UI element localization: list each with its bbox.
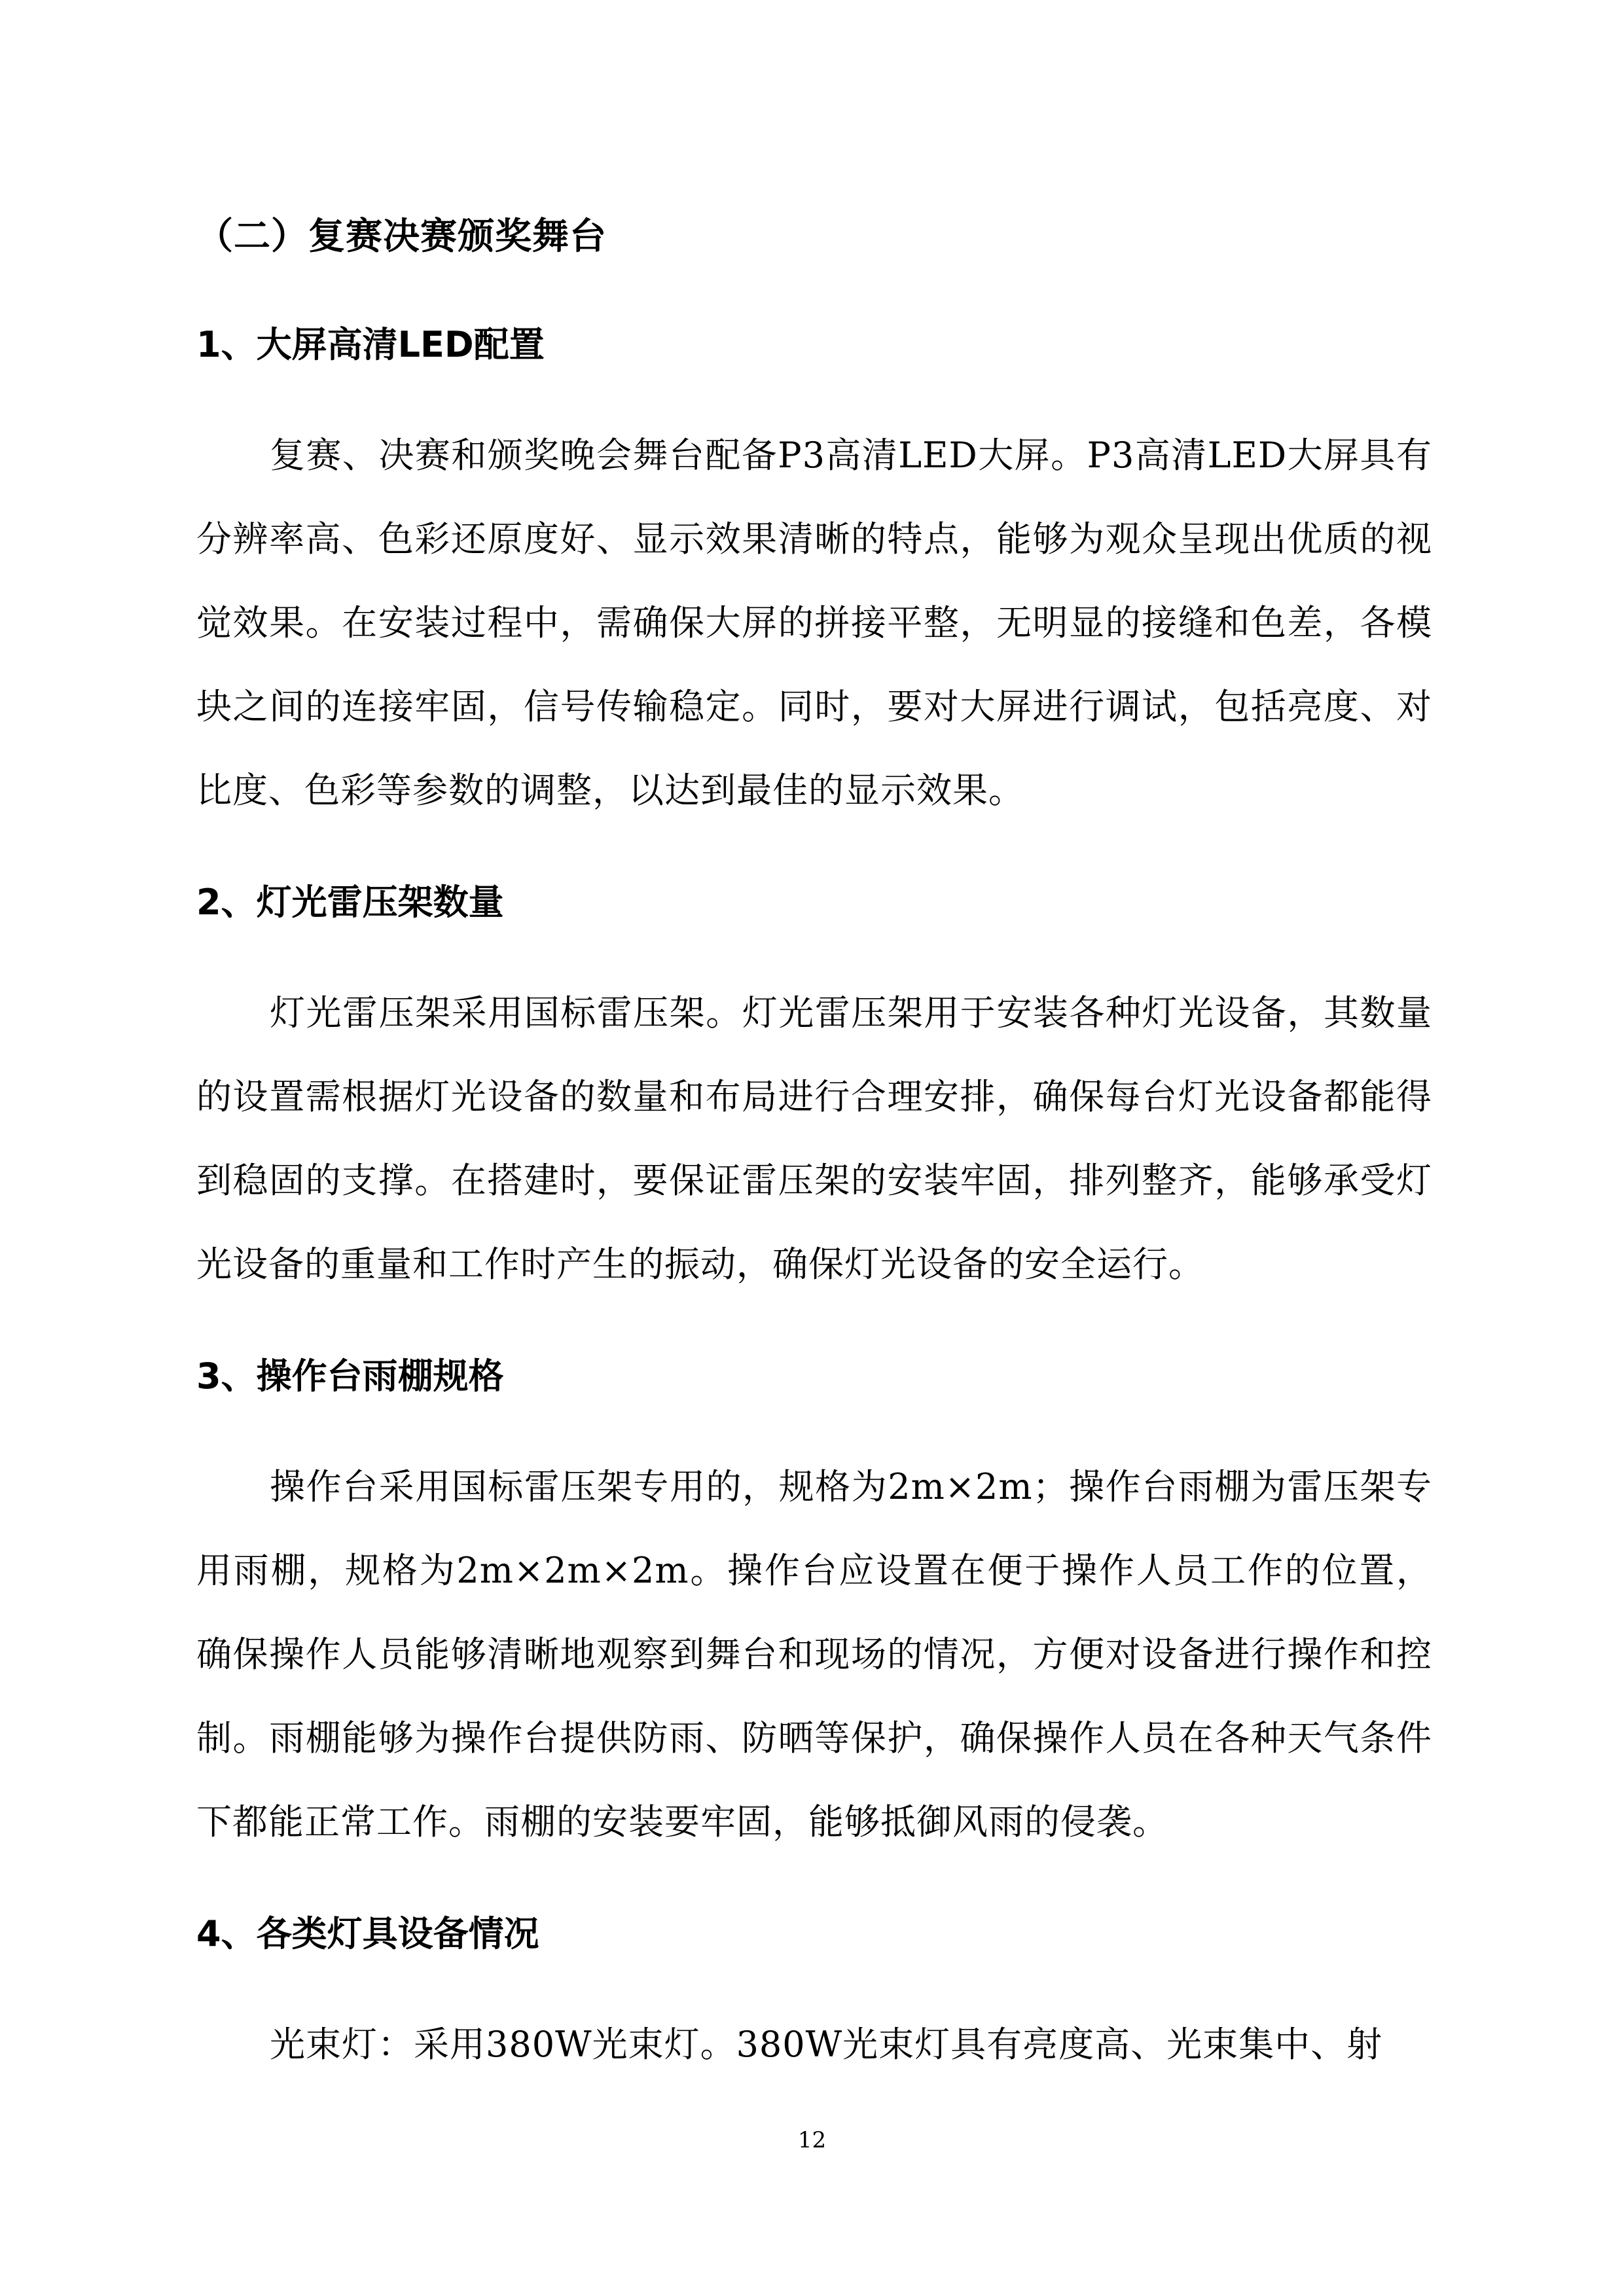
subsection-paragraph-console: 操作台采用国标雷压架专用的，规格为2m×2m；操作台雨棚为雷压架专用雨棚，规格为2m×2m×2m。操作台应设置在便于操作人员工作的位置，确保操作人员能够清晰地观察到舞台和现场的情况，方便对设备进行操作和控制。雨棚能够为操作台提供防雨、防晒等保护，确保操作人员在各种天气条件下都能正常工作。雨棚的安装要牢固，能够抵御风雨的侵袭。 <box>196 1466 1432 1842</box>
page-number: 12 <box>797 2127 827 2153</box>
subsection-paragraph-truss: 灯光雷压架采用国标雷压架。灯光雷压架用于安装各种灯光设备，其数量的设置需根据灯光设备的数量和布局进行合理安排，确保每台灯光设备都能得到稳固的支撑。在搭建时，要保证雷压架的安装牢固，排列整齐，能够承受灯光设备的重量和工作时产生的振动，确保灯光设备的安全运行。 <box>196 992 1432 1285</box>
subsection-heading-lighting: 4、各类灯具设备情况 <box>196 1913 539 1954</box>
page-content <box>196 200 1432 2121</box>
subsection-paragraph-led: 复赛、决赛和颁奖晚会舞台配备P3高清LED大屏。P3高清LED大屏具有分辨率高、色彩还原度好、显示效果清晰的特点，能够为观众呈现出优质的视觉效果。在安装过程中，需确保大屏的拼接平整，无明显的接缝和色差，各模块之间的连接牢固，信号传输稳定。同时，要对大屏进行调试，包括亮度、对比度、色彩等参数的调整，以达到最佳的显示效果。 <box>196 435 1432 811</box>
section-title: （二）复赛决赛颁奖舞台 <box>196 215 607 258</box>
subsection-heading-console: 3、操作台雨棚规格 <box>196 1355 504 1397</box>
subsection-paragraph-lighting: 光束灯：采用380W光束灯。380W光束灯具有亮度高、光束集中、射 <box>270 2024 1383 2065</box>
subsection-heading-truss: 2、灯光雷压架数量 <box>196 882 504 923</box>
subsection-heading-led: 1、大屏高清LED配置 <box>196 324 545 365</box>
